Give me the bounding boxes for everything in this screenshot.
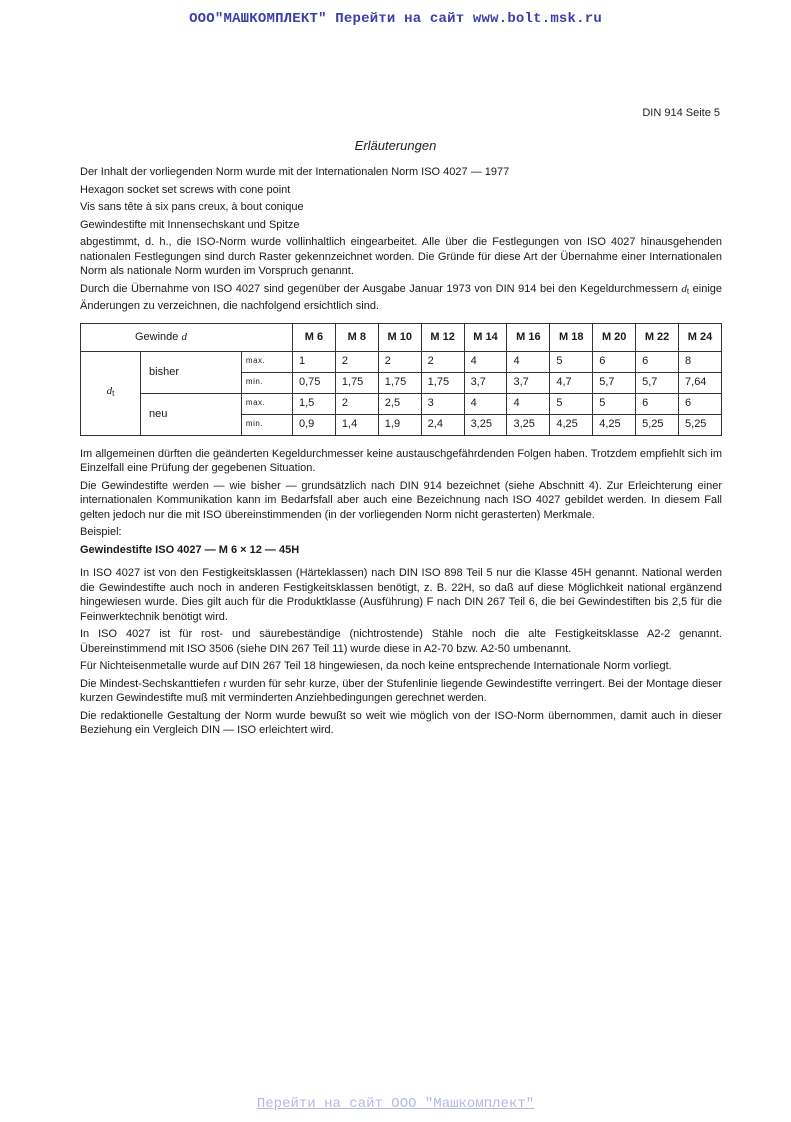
dt-label-subscript: t (112, 389, 115, 399)
max-label: max. (241, 351, 292, 372)
table-cell: 1,5 (293, 393, 336, 414)
table-cell: 5,25 (636, 414, 679, 435)
body-paragraph-3: In ISO 4027 ist von den Festigkeitsklassen (Härteklassen) nach DIN ISO 898 Teil 5 nur die Klasse 45H genannt. National werden die Gewindestifte auch noch in anderen Festigkeitsklassen benötigt, z. B. 22H, so daß auf diese Möglichkeit national ergänzend hingewiesen wurde. Dies gilt auch für die Produktklasse (Ausführung) F nach DIN 267 Teil 6, die bei Gewindestiften bis 2,5 für die Feinwerktechnik benötigt wird. (80, 567, 722, 623)
table-cell: 4 (464, 351, 507, 372)
table-cell: 3 (421, 393, 464, 414)
size-header: M 14 (464, 323, 507, 351)
gewinde-label: Gewinde (135, 330, 182, 343)
table-cell: 2 (421, 351, 464, 372)
intro-title-fr: Vis sans tête à six pans creux, à bout conique (80, 201, 304, 213)
size-header: M 22 (636, 323, 679, 351)
table-cell: 4,25 (550, 414, 593, 435)
body-paragraph-1: Im allgemeinen dürften die geänderten Kegeldurchmesser keine austauschgefährdenden Folgen haben. Trotzdem empfiehlt sich im Einzelfall eine Prüfung der gegebenen Situation. (80, 447, 722, 474)
body-paragraph-5: Für Nichteisenmetalle wurde auf DIN 267 Teil 18 hingewiesen, da noch keine entsprechende Internationale Norm vorliegt. (80, 660, 672, 672)
body-paragraph-2: Die Gewindestifte werden — wie bisher — grundsätzlich nach DIN 914 bezeichnet (siehe Abschnitt 4). Zur Erleichterung einer internationalen Kommunikation kann im Bedarfsfall aber auch eine Bezeichnung nach ISO 4027 gebildet werden. In diesem Fall gelten jedoch nur die mit ISO übereinstimmenden (in der vorliegenden Norm nicht gerasterten) Merkmale. (80, 479, 722, 521)
gewinde-symbol: d (181, 330, 187, 343)
size-header: M 24 (679, 323, 722, 351)
size-header: M 6 (293, 323, 336, 351)
table-cell: 1,75 (421, 372, 464, 393)
table-cell: 4,7 (550, 372, 593, 393)
intro-title-de: Gewindestifte mit Innensechskant und Spitze (80, 218, 300, 231)
intro-paragraph-6 (80, 282, 722, 314)
table-cell: 2 (335, 351, 378, 372)
table-cell: 2,5 (378, 393, 421, 414)
beispiel-label: Beispiel: (80, 526, 122, 538)
size-header: M 18 (550, 323, 593, 351)
dt-symbol: d (681, 282, 687, 295)
body-paragraph-4: In ISO 4027 ist für rost- und säurebeständige (nichtrostende) Stähle noch die alte Festigkeitsklasse A2-2 genannt. Übereinstimmend mit ISO 3506 (siehe DIN 267 Teil 11) wurde diese in A2-70 bzw. A2-50 umbenannt. (80, 628, 722, 655)
table-cell: 5,7 (636, 372, 679, 393)
document-body (80, 165, 722, 741)
table-cell: 5 (550, 351, 593, 372)
table-cell: 2 (378, 351, 421, 372)
max-label: max. (241, 393, 292, 414)
table-cell: 5 (593, 393, 636, 414)
table-cell: 6 (636, 351, 679, 372)
table-cell: 0,75 (293, 372, 336, 393)
table-cell: 8 (679, 351, 722, 372)
table-cell: 4,25 (593, 414, 636, 435)
table-cell: 1,4 (335, 414, 378, 435)
table-cell: 3,25 (464, 414, 507, 435)
intro-title-en: Hexagon socket set screws with cone point (80, 183, 291, 196)
t-symbol: t (223, 677, 227, 690)
cone-diameter-table (80, 323, 722, 436)
size-header: M 16 (507, 323, 550, 351)
page-reference: DIN 914 Seite 5 (642, 107, 720, 119)
table-cell: 3,7 (507, 372, 550, 393)
dt-label-symbol: d (106, 385, 113, 398)
table-cell: 2 (335, 393, 378, 414)
table-cell: 2,4 (421, 414, 464, 435)
table-cell: 6 (679, 393, 722, 414)
table-cell: 7,64 (679, 372, 722, 393)
table-cell: 5,7 (593, 372, 636, 393)
min-label: min. (241, 372, 292, 393)
table-header-row (81, 323, 722, 351)
table-cell: 6 (593, 351, 636, 372)
bottom-site-link[interactable]: Перейти на сайт ООО "Машкомплект" (256, 1096, 535, 1112)
dt-subscript: t (686, 286, 690, 296)
gewinde-header (81, 323, 293, 351)
intro-p6-text-b: einige Änderungen zu verzeichnen, die nachfolgend ersichtlich sind. (80, 282, 722, 312)
table-row (81, 393, 722, 414)
intro-paragraph-1: Der Inhalt der vorliegenden Norm wurde mit der Internationalen Norm ISO 4027 — 1977 (80, 166, 510, 178)
bisher-label: bisher (141, 351, 242, 393)
body-p6-text-a: Die Mindest-Sechskanttiefen (80, 677, 224, 690)
table-cell: 5,25 (679, 414, 722, 435)
dt-row-label (81, 351, 141, 435)
min-label: min. (241, 414, 292, 435)
size-header: M 8 (335, 323, 378, 351)
table-cell: 4 (507, 351, 550, 372)
table-cell: 4 (507, 393, 550, 414)
table-cell: 5 (550, 393, 593, 414)
intro-paragraph-5: abgestimmt, d. h., die ISO-Norm wurde vollinhaltlich eingearbeitet. Alle über die Festlegungen von ISO 4027 hinausgehenden nationalen Festlegungen sind durch Raster gekennzeichnet worden. Die Gründe für diese Art der Übernahme einer Internationalen Norm als nationale Norm wurden im Vorspruch genannt. (80, 236, 722, 277)
table-cell: 0,9 (293, 414, 336, 435)
table-cell: 3,25 (507, 414, 550, 435)
table-cell: 1,9 (378, 414, 421, 435)
table-cell: 1,75 (378, 372, 421, 393)
table-cell: 1,75 (335, 372, 378, 393)
example-designation: Gewindestifte ISO 4027 — M 6 × 12 — 45H (80, 543, 300, 556)
table-row (81, 351, 722, 372)
body-p6-text-b: wurden für sehr kurze, über der Stufenlinie liegende Gewindestifte verringert. Bei der Montage dieser kurzen Gewindestifte muß mit verminderten Anziehbedingungen gerechnet werden. (80, 677, 723, 704)
body-paragraph-7: Die redaktionelle Gestaltung der Norm wurde bewußt so weit wie möglich von der ISO-Norm übernommen, damit auch in dieser Beziehung ein Vergleich DIN — ISO erleichtert wird. (80, 709, 722, 736)
table-cell: 3,7 (464, 372, 507, 393)
body-paragraph-6 (80, 677, 722, 706)
size-header: M 10 (378, 323, 421, 351)
neu-label: neu (141, 393, 242, 435)
table-cell: 4 (464, 393, 507, 414)
table-cell: 1 (293, 351, 336, 372)
size-header: M 12 (421, 323, 464, 351)
table-cell: 6 (636, 393, 679, 414)
page-title: Erläuterungen (354, 138, 437, 153)
intro-p6-text-a: Durch die Übernahme von ISO 4027 sind gegenüber der Ausgabe Januar 1973 von DIN 914 bei den Kegeldurchmessern (80, 282, 682, 295)
top-site-link[interactable]: ООО"МАШКОМПЛЕКТ" Перейти на сайт www.bolt.msk.ru (189, 11, 602, 27)
size-header: M 20 (593, 323, 636, 351)
